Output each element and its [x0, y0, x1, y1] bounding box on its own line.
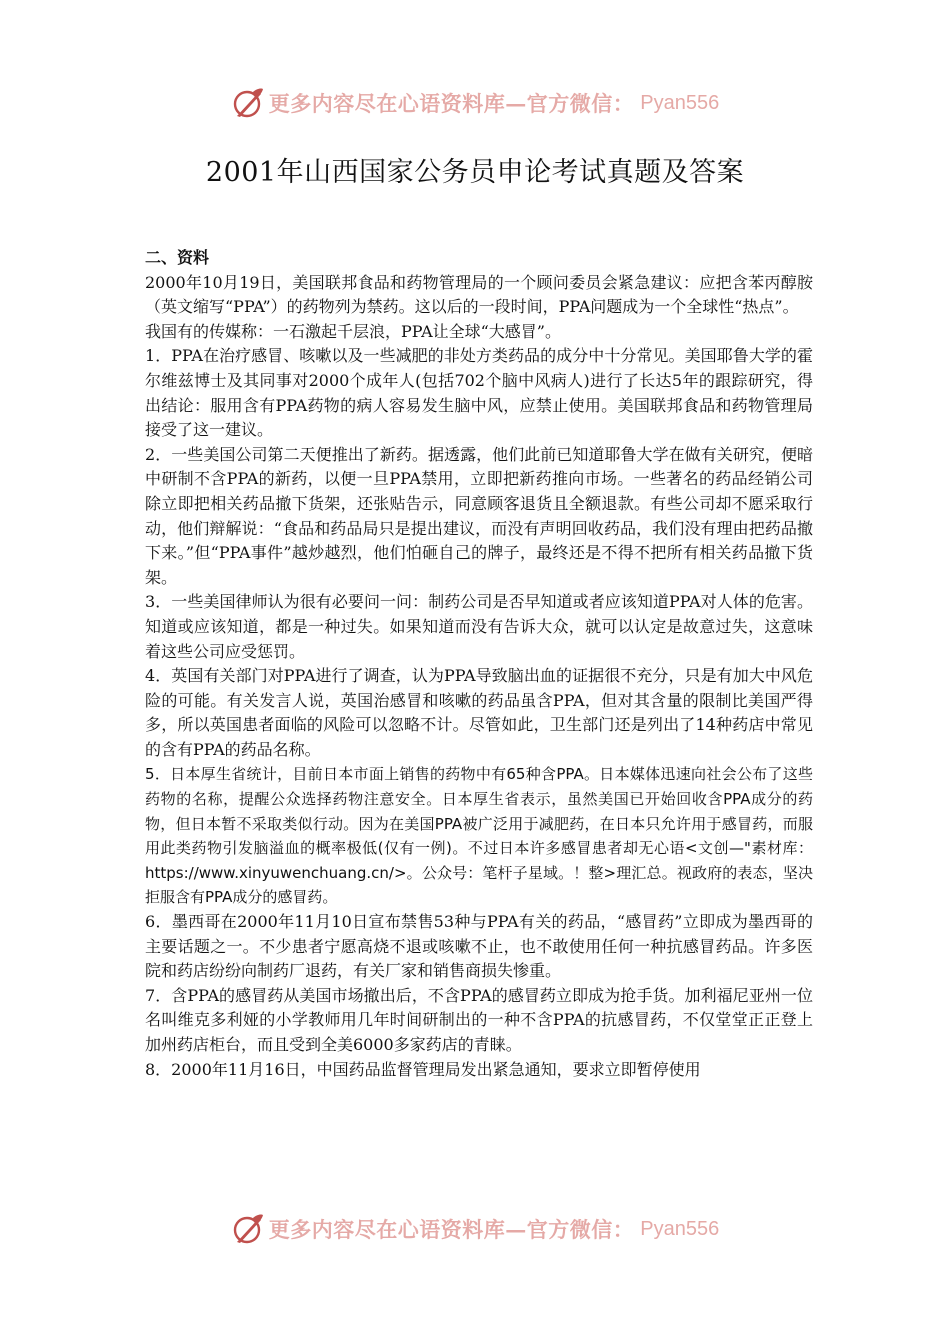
paragraph-item-4: 4．英国有关部门对PPA进行了调查，认为PPA导致脑出血的证据很不充分，只是有加大中风危险的可能。有关发言人说，英国治感冒和咳嗽的药品虽含PPA，但对其含量的限制比美国严得多，所以英国患者面临的风险可以忽略不计。尽管如此，卫生部门还是列出了14种药店中常见的含有PPA的药品名称。: [145, 666, 813, 759]
watermark-text: 更多内容尽在心语资料库—官方微信：: [268, 91, 635, 116]
section-heading: 二、资料: [145, 248, 210, 267]
document-body: [145, 246, 813, 1082]
paragraph-item-3: 3．一些美国律师认为很有必要问一问：制药公司是否早知道或者应该知道PPA对人体的危害。知道或应该知道，都是一种过失。如果知道而没有告诉大众，就可以认定是故意过失，这意味着这些公司应受惩罚。: [145, 592, 813, 661]
header-watermark-banner: [0, 83, 950, 123]
paragraph-media-quote: 我国有的传媒称：一石激起千层浪，PPA让全球“大感冒”。: [145, 321, 561, 341]
document-title: 2001年山西国家公务员申论考试真题及答案: [205, 157, 745, 188]
paragraph-item-7: 7．含PPA的感冒药从美国市场撤出后，不含PPA的感冒药立即成为抢手货。加利福尼亚州一位名叫维克多利娅的小学教师用几年时间研制出的一种不含PPA的抗感冒药，不仅堂堂正正登上加州药店柜台，而且受到全美6000多家药店的青睐。: [145, 985, 813, 1054]
quill-pen-logo-icon: [231, 86, 265, 120]
paragraph-item-1: 1．PPA在治疗感冒、咳嗽以及一些减肥的非处方类药品的成分中十分常见。美国耶鲁大学的霍尔维兹博士及其同事对2000个成年人(包括702个脑中风病人)进行了长达5年的跟踪研究，得出结论：服用含有PPA药物的病人容易发生脑中风，应禁止使用。美国联邦食品和药物管理局接受了这一建议。: [145, 346, 813, 440]
paragraph-item-6: 6．墨西哥在2000年11月10日宣布禁售53种与PPA有关的药品，“感冒药”立即成为墨西哥的主要话题之一。不少患者宁愿高烧不退或咳嗽不止，也不敢使用任何一种抗感冒药品。许多医院和药店纷纷向制药厂退药，有关厂家和销售商损失惨重。: [145, 912, 813, 981]
watermark-text: 更多内容尽在心语资料库—官方微信：: [268, 1217, 635, 1242]
paragraph-intro: 2000年10月19日，美国联邦食品和药物管理局的一个顾问委员会紧急建议：应把含苯丙醇胺（英文缩写“PPA”）的药物列为禁药。这以后的一段时间，PPA问题成为一个全球性“热点”。: [145, 272, 813, 317]
watermark-wechat-id: Pyan556: [640, 1217, 720, 1240]
paragraph-item-8: 8．2000年11月16日，中国药品监督管理局发出紧急通知，要求立即暂停使用: [145, 1059, 701, 1079]
footer-watermark-banner: [0, 1209, 950, 1249]
watermark-wechat-id: Pyan556: [640, 91, 720, 114]
quill-pen-logo-icon: [231, 1212, 265, 1246]
paragraph-item-2: 2．一些美国公司第二天便推出了新药。据透露，他们此前已知道耶鲁大学在做有关研究，便暗中研制不含PPA的新药，以便一旦PPA禁用，立即把新药推向市场。一些著名的药品经销公司除立即把相关药品撤下货架，还张贴告示，同意顾客退货且全额退款。有些公司却不愿采取行动，他们辩解说：“食品和药品局只是提出建议，而没有声明回收药品，我们没有理由把药品撤下来。”但“PPA事件”越炒越烈，他们怕砸自己的牌子，最终还是不得不把所有相关药品撤下货架。: [145, 444, 813, 587]
paragraph-item-5: 5．日本厚生省统计，目前日本市面上销售的药物中有65种含PPA。日本媒体迅速向社会公布了这些药物的名称，提醒公众选择药物注意安全。日本厚生省表示，虽然美国已开始回收含PPA成分的药物，但日本暂不采取类似行动。因为在美国PPA被广泛用于减肥药，在日本只允许用于感冒药，而服用此类药物引发脑溢血的概率极低(仅有一例)。不过日本许多感冒患者却无心语<文创—"素材库：https://www.xinyuwenchuang.cn/>。公众号：笔杆子星域。！整>理汇总。视政府的表态，坚决拒服含有PPA成分的感冒药。: [145, 765, 813, 907]
